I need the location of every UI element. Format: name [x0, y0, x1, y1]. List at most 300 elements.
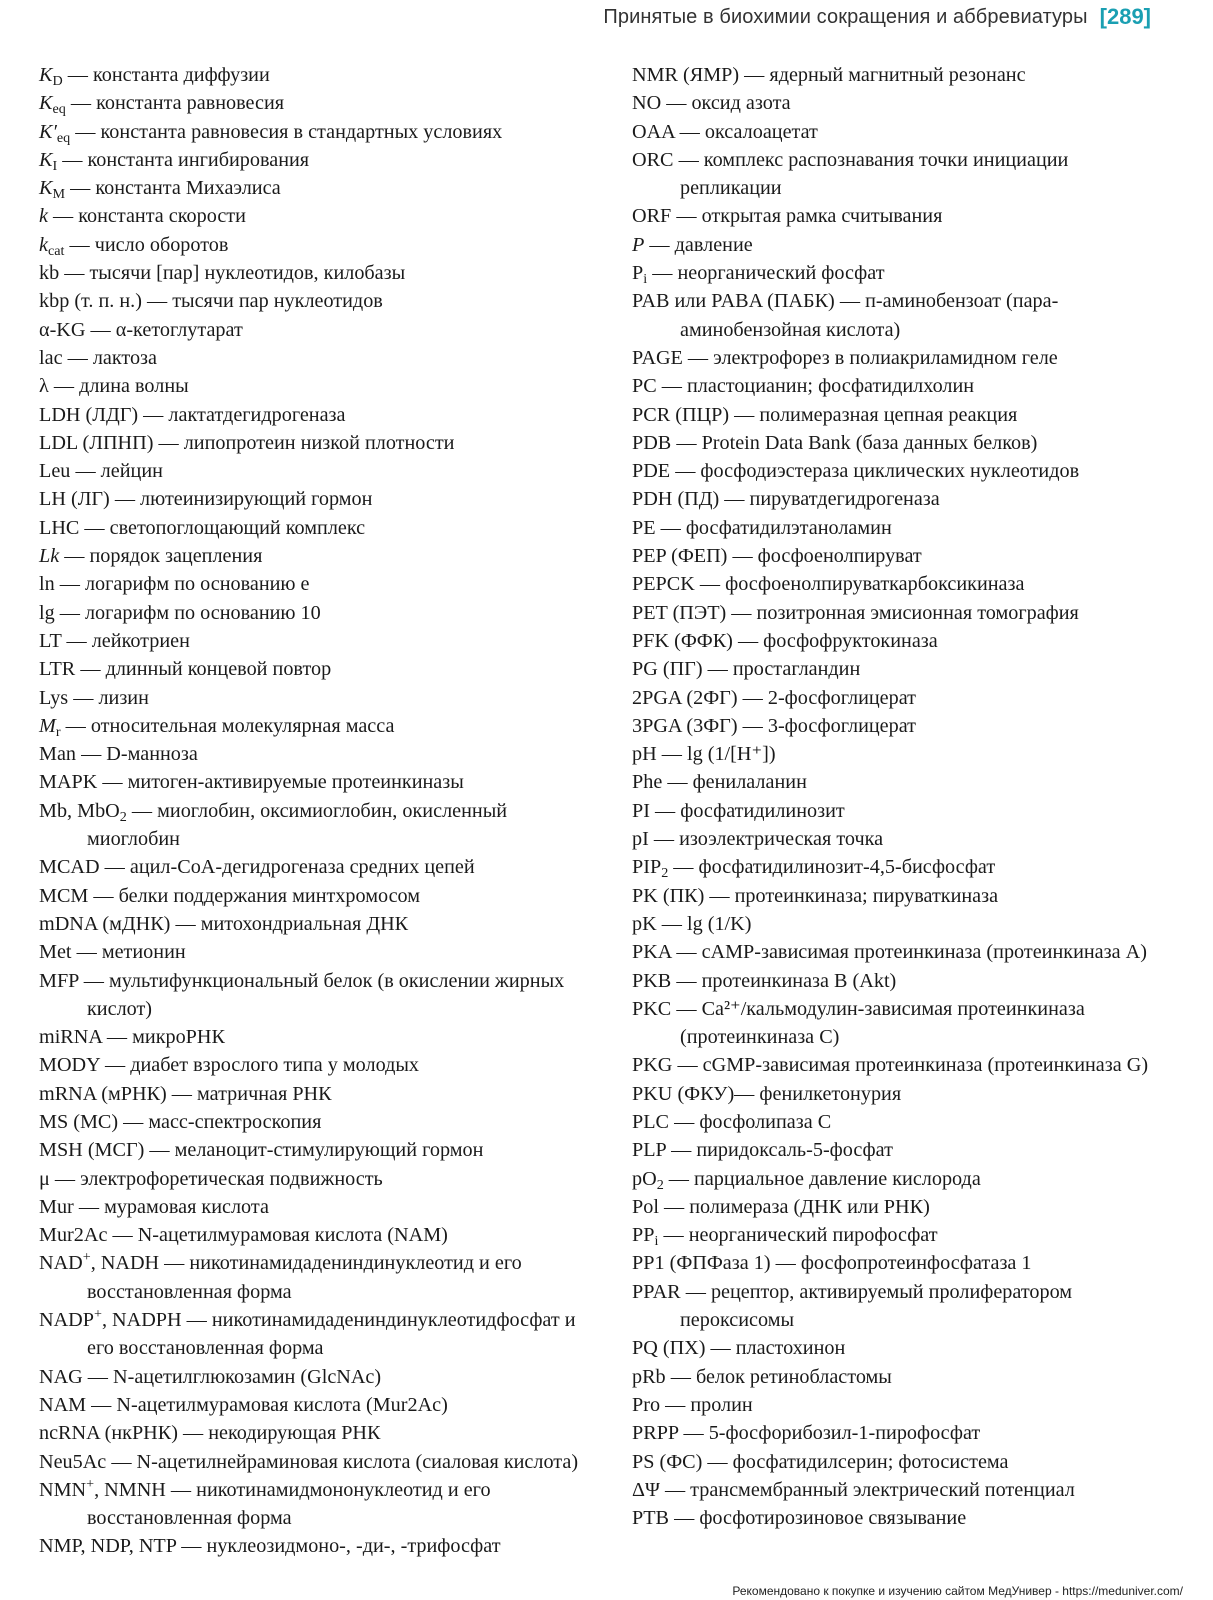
abbreviation-entry	[39, 457, 587, 485]
abbreviation-entry	[39, 627, 587, 655]
abbreviation-term: MFP	[39, 969, 79, 992]
abbreviation-definition: , NMNH — никотинамидмононуклеотид и его восстановленная форма	[87, 1478, 491, 1530]
abbreviation-term: μ	[39, 1167, 50, 1190]
abbreviation-term: 3PGA	[632, 714, 682, 737]
abbreviation-entry	[632, 655, 1172, 683]
abbreviation-definition: — N-ацетилмурамовая кислота (Mur2Ac)	[86, 1393, 448, 1416]
abbreviation-entry	[632, 740, 1172, 768]
abbreviation-term: PRPP	[632, 1422, 679, 1445]
abbreviation-entry	[39, 768, 587, 796]
abbreviation-term: Pro	[632, 1393, 661, 1416]
abbreviation-definition: — 5-фосфорибозил-1-пирофосфат	[678, 1422, 981, 1445]
abbreviation-entry	[632, 514, 1172, 542]
abbreviation-entry	[632, 1136, 1172, 1164]
abbreviation-entry	[39, 514, 587, 542]
abbreviation-entry	[632, 1448, 1172, 1476]
footer-note: Рекомендовано к покупке и изучению сайтом МедУнивер - https://meduniver.com/	[732, 1584, 1183, 1598]
abbreviation-definition: — D-манноза	[76, 743, 198, 766]
abbreviation-term: ORC	[632, 148, 674, 171]
abbreviation-entry	[632, 995, 1172, 1052]
abbreviation-term: lg	[39, 601, 55, 624]
abbreviation-term: K	[39, 64, 53, 86]
abbreviation-definition: — логарифм по основанию 10	[54, 601, 321, 624]
abbreviation-entry	[632, 372, 1172, 400]
abbreviation-term: PIP	[632, 856, 662, 879]
abbreviation-definition: (ФКУ)— фенилкетонурия	[672, 1082, 902, 1105]
abbreviation-term: NMN	[39, 1478, 87, 1501]
abbreviation-definition: — парциальное давление кислорода	[663, 1167, 981, 1190]
abbreviation-entry	[39, 1080, 587, 1108]
abbreviation-definition: — фосфатидилэтаноламин	[655, 516, 892, 539]
abbreviation-definition: — неорганический фосфат	[647, 262, 885, 285]
abbreviation-entry	[632, 89, 1172, 117]
abbreviation-term: PK	[632, 884, 658, 907]
abbreviation-definition: (ЛГ) — лютеинизирующий гормон	[65, 488, 373, 511]
abbreviation-entry	[39, 655, 587, 683]
abbreviation-definition: (ФС) — фосфатидилсерин; фотосистема	[654, 1450, 1009, 1473]
abbreviation-definition: — длина волны	[48, 375, 189, 398]
abbreviation-definition: — Ca²⁺/кальмодулин-зависимая протеинкиназа (протеинкиназа С)	[671, 997, 1085, 1049]
abbreviation-term: MCM	[39, 884, 89, 907]
abbreviation-term: PCR	[632, 403, 671, 426]
abbreviation-entry	[632, 1278, 1172, 1335]
abbreviations-right-column	[632, 61, 1172, 1532]
abbreviation-definition: — комплекс распознавания точки инициации репликации	[673, 148, 1069, 200]
abbreviation-entry	[39, 231, 587, 259]
abbreviation-definition: — изоэлектрическая точка	[648, 828, 884, 851]
abbreviation-definition: — логарифм по основанию e	[54, 573, 310, 596]
abbreviation-definition: — cGMP-зависимая протеинкиназа (протеинкиназа G)	[672, 1054, 1149, 1077]
abbreviation-entry	[39, 1136, 587, 1164]
abbreviation-entry	[39, 1419, 587, 1447]
abbreviation-entry	[632, 627, 1172, 655]
abbreviation-definition: — светопоглощающий комплекс	[79, 516, 366, 539]
abbreviation-definition: — трансмембранный электрический потенциал	[659, 1478, 1075, 1501]
abbreviation-definition: — белки поддержания минтхромосом	[88, 884, 421, 907]
abbreviation-definition: — cAMP-зависимая протеинкиназа (протеинкиназа А)	[671, 941, 1147, 964]
abbreviation-entry	[39, 740, 587, 768]
abbreviation-term: Lys	[39, 686, 69, 709]
abbreviation-definition: — лейкотриен	[61, 629, 190, 652]
abbreviation-entry	[632, 797, 1172, 825]
abbreviation-term: NMR	[632, 64, 678, 86]
abbreviation-definition: — протеинкиназа В (Akt)	[671, 969, 897, 992]
abbreviation-term: miRNA	[39, 1026, 102, 1049]
abbreviation-term: K′	[39, 120, 57, 143]
abbreviation-term: MAPK	[39, 771, 98, 794]
abbreviation-entry	[632, 401, 1172, 429]
abbreviation-definition: — микроРНК	[101, 1026, 225, 1049]
abbreviation-definition: — давление	[644, 233, 753, 256]
abbreviation-term: mRNA	[39, 1082, 97, 1105]
abbreviation-term: Man	[39, 743, 77, 766]
abbreviation-entry	[632, 457, 1172, 485]
abbreviation-term: Lk	[39, 545, 60, 568]
abbreviation-entry	[632, 1419, 1172, 1447]
abbreviation-definition: (ЯМР) — ядерный магнитный резонанс	[678, 64, 1026, 86]
abbreviation-entry	[632, 61, 1172, 89]
abbreviation-entry	[632, 202, 1172, 230]
abbreviation-entry	[632, 118, 1172, 146]
abbreviation-definition: — относительная молекулярная масса	[60, 714, 395, 737]
page-number: [289]	[1099, 4, 1151, 29]
term-subscript: i	[643, 271, 648, 288]
abbreviation-term: NAM	[39, 1393, 87, 1416]
abbreviation-term: Leu	[39, 460, 71, 483]
abbreviation-term: kb	[39, 262, 60, 285]
abbreviation-definition: — ацил-CoA-дегидрогеназа средних цепей	[99, 856, 475, 879]
abbreviation-entry	[632, 1108, 1172, 1136]
abbreviation-definition: (ПАБК) — п-аминобензоат (пара-аминобензойная кислота)	[680, 290, 1059, 341]
abbreviation-definition: — пиридоксаль-5-фосфат	[666, 1139, 893, 1162]
abbreviation-term: PKG	[632, 1054, 673, 1077]
abbreviation-term: pH	[632, 743, 657, 766]
abbreviation-entry	[39, 61, 587, 89]
term-subscript: r	[55, 724, 61, 741]
abbreviation-definition: — мультифункциональный белок (в окислении жирных кислот)	[78, 969, 565, 1020]
abbreviation-definition: — электрофоретическая подвижность	[49, 1167, 383, 1190]
abbreviation-entry	[632, 287, 1172, 344]
abbreviation-entry	[632, 1504, 1172, 1532]
abbreviation-definition: (МСГ) — меланоцит-стимулирующий гормон	[82, 1139, 484, 1162]
abbreviation-entry	[632, 429, 1172, 457]
abbreviation-definition: — константа скорости	[47, 205, 246, 228]
abbreviation-definition: — фосфодиэстераза циклических нуклеотидов	[670, 460, 1080, 483]
abbreviation-term: MCAD	[39, 856, 100, 879]
abbreviation-definition: — константа ингибирования	[57, 148, 310, 171]
abbreviation-term: PPAR	[632, 1280, 681, 1303]
abbreviation-entry	[39, 684, 587, 712]
abbreviation-entry	[632, 1363, 1172, 1391]
abbreviation-entry	[632, 967, 1172, 995]
abbreviation-term: PAB или PABA	[632, 290, 763, 313]
abbreviation-entry	[39, 372, 587, 400]
abbreviation-entry	[632, 768, 1172, 796]
abbreviation-term: ncRNA	[39, 1422, 100, 1445]
abbreviation-term: k	[39, 233, 48, 256]
abbreviation-term: P	[632, 233, 645, 256]
abbreviation-term: PLC	[632, 1110, 670, 1133]
abbreviation-definition: — число оборотов	[64, 233, 229, 256]
abbreviation-entry	[632, 1080, 1172, 1108]
abbreviation-term: MODY	[39, 1054, 100, 1077]
abbreviation-term: Neu5Ac	[39, 1450, 107, 1473]
abbreviation-term: Mb, MbO	[39, 799, 120, 822]
abbreviation-term: pRb	[632, 1365, 666, 1388]
abbreviation-term: LHC	[39, 516, 80, 539]
abbreviation-definition: (2ФГ) — 2-фосфоглицерат	[681, 686, 916, 709]
abbreviation-term: LT	[39, 629, 62, 652]
abbreviation-definition: — фосфатидилинозит-4,5-бисфосфат	[668, 856, 996, 879]
abbreviation-definition: — константа диффузии	[62, 64, 270, 86]
abbreviation-entry	[39, 1051, 587, 1079]
abbreviation-definition: — рецептор, активируемый пролифератором пероксисомы	[680, 1280, 1073, 1332]
abbreviation-term: PKU	[632, 1082, 673, 1105]
abbreviation-definition: — неорганический пирофосфат	[658, 1224, 938, 1247]
abbreviation-term: lac	[39, 346, 63, 369]
abbreviation-definition: — константа Михаэлиса	[65, 177, 281, 200]
abbreviation-entry	[39, 485, 587, 513]
abbreviation-entry	[632, 146, 1172, 203]
abbreviation-definition: — константа равновесия в стандартных условиях	[70, 120, 503, 143]
abbreviation-definition: — лизин	[68, 686, 149, 709]
abbreviation-definition: — N-ацетилнейраминовая кислота (сиаловая кислота)	[106, 1450, 579, 1473]
term-superscript: +	[93, 1306, 102, 1323]
abbreviation-entry	[39, 570, 587, 598]
abbreviation-entry	[39, 1391, 587, 1419]
abbreviation-term: Phe	[632, 771, 663, 794]
term-subscript: eq	[56, 129, 71, 146]
abbreviation-entry	[39, 542, 587, 570]
abbreviation-term: PKC	[632, 997, 672, 1020]
abbreviation-definition: — лейцин	[70, 460, 163, 483]
abbreviation-definition: — диабет взрослого типа у молодых	[99, 1054, 420, 1077]
abbreviation-entry	[632, 1051, 1172, 1079]
abbreviation-term: PEP	[632, 545, 667, 568]
abbreviations-left-column	[39, 61, 587, 1561]
abbreviation-entry	[39, 401, 587, 429]
abbreviation-entry	[632, 1249, 1172, 1277]
abbreviation-term: PET	[632, 601, 668, 624]
abbreviation-term: PS	[632, 1450, 655, 1473]
abbreviation-entry	[632, 259, 1172, 287]
abbreviation-entry	[632, 1334, 1172, 1362]
abbreviation-entry	[39, 118, 587, 146]
abbreviation-definition: — тысячи [пар] нуклеотидов, килобазы	[59, 262, 406, 285]
abbreviation-term: pK	[632, 912, 657, 935]
abbreviation-definition: — фосфоенолпируваткарбоксикиназа	[694, 573, 1025, 596]
abbreviation-definition: , NADH — никотинамидадениндинуклеотид и его восстановленная форма	[87, 1252, 522, 1303]
abbreviation-definition: — миоглобин, оксимиоглобин, окисленный миоглобин	[87, 799, 508, 851]
abbreviation-term: K	[39, 148, 53, 171]
abbreviation-entry	[632, 231, 1172, 259]
abbreviation-term: k	[39, 205, 48, 228]
abbreviation-term: M	[39, 714, 56, 737]
abbreviation-entry	[39, 1023, 587, 1051]
abbreviation-definition: — митоген-активируемые протеинкиназы	[97, 771, 464, 794]
term-subscript: i	[654, 1233, 659, 1250]
abbreviation-term: λ	[39, 375, 49, 398]
abbreviation-definition: — оксалоацетат	[674, 120, 818, 143]
abbreviation-entry	[39, 910, 587, 938]
abbreviation-definition: (ПЦР) — полимеразная цепная реакция	[670, 403, 1018, 426]
abbreviation-entry	[39, 259, 587, 287]
abbreviation-term: PI	[632, 799, 650, 822]
abbreviation-definition: (мДНК) — митохондриальная ДНК	[97, 912, 409, 935]
abbreviation-definition: (т. п. н.) — тысячи пар нуклеотидов	[69, 290, 383, 313]
abbreviation-term: PE	[632, 516, 656, 539]
abbreviation-definition: — фосфотирозиновое связывание	[669, 1507, 967, 1530]
abbreviation-entry	[632, 938, 1172, 966]
abbreviation-definition: (мРНК) — матричная РНК	[96, 1082, 332, 1105]
abbreviation-term: PC	[632, 375, 657, 398]
abbreviation-definition: — lg (1/K)	[656, 912, 752, 935]
abbreviation-entry	[39, 89, 587, 117]
abbreviation-term: PKA	[632, 941, 672, 964]
abbreviation-term: PTB	[632, 1507, 670, 1530]
abbreviation-term: K	[39, 92, 53, 115]
abbreviation-entry	[39, 1165, 587, 1193]
abbreviation-term: K	[39, 177, 53, 200]
header-title: Принятые в биохимии сокращения и аббревиатуры	[603, 5, 1088, 28]
term-subscript: eq	[52, 101, 66, 118]
abbreviation-definition: — мурамовая кислота	[73, 1195, 269, 1218]
abbreviation-term: LDH	[39, 403, 81, 426]
abbreviation-entry	[632, 1476, 1172, 1504]
abbreviation-definition: (ФПФаза 1) — фосфопротеинфосфатаза 1	[664, 1252, 1032, 1275]
abbreviation-entry	[39, 1193, 587, 1221]
abbreviation-term: mDNA	[39, 912, 98, 935]
abbreviation-term: LH	[39, 488, 66, 511]
abbreviation-definition: (3ФГ) — 3-фосфоглицерат	[681, 714, 916, 737]
term-subscript: 2	[119, 808, 127, 825]
abbreviation-definition: — белок ретинобластомы	[665, 1365, 892, 1388]
term-subscript: cat	[47, 243, 65, 260]
abbreviation-entry	[39, 1363, 587, 1391]
abbreviation-entry	[39, 287, 587, 315]
abbreviation-term: NADP	[39, 1309, 94, 1332]
abbreviation-entry	[39, 316, 587, 344]
abbreviation-entry	[632, 825, 1172, 853]
term-subscript: I	[52, 158, 58, 175]
abbreviation-definition: (ФЕП) — фосфоенолпируват	[666, 545, 922, 568]
abbreviation-term: LDL	[39, 431, 78, 454]
abbreviation-entry	[39, 146, 587, 174]
abbreviation-entry	[39, 938, 587, 966]
abbreviation-definition: — константа равновесия	[65, 92, 285, 115]
abbreviation-term: pI	[632, 828, 649, 851]
abbreviation-entry	[632, 542, 1172, 570]
abbreviation-term: NO	[632, 92, 662, 115]
abbreviation-definition: — N-ацетилмурамовая кислота (NAM)	[107, 1224, 448, 1247]
abbreviation-term: PKB	[632, 969, 672, 992]
abbreviation-definition: — фосфолипаза С	[669, 1110, 832, 1133]
abbreviation-term: MS	[39, 1110, 69, 1133]
abbreviation-definition: (ФФК) — фосфофруктокиназа	[669, 629, 938, 652]
abbreviation-entry	[632, 910, 1172, 938]
abbreviation-entry	[632, 344, 1172, 372]
abbreviation-definition: — оксид азота	[661, 92, 791, 115]
abbreviation-term: PLP	[632, 1139, 667, 1162]
abbreviation-entry	[632, 1165, 1172, 1193]
abbreviation-term: NMP, NDP, NTP	[39, 1535, 177, 1558]
abbreviation-term: OAA	[632, 120, 675, 143]
abbreviation-term: P	[632, 262, 644, 285]
abbreviation-term: PFK	[632, 629, 670, 652]
abbreviation-definition: (ПК) — протеинкиназа; пируваткиназа	[657, 884, 999, 907]
abbreviation-term: Mur	[39, 1195, 74, 1218]
abbreviation-definition: — полимераза (ДНК или РНК)	[658, 1195, 930, 1218]
abbreviation-term: PDE	[632, 460, 671, 483]
abbreviation-definition: (МС) — масс-спектроскопия	[68, 1110, 322, 1133]
abbreviation-entry	[39, 174, 587, 202]
abbreviation-entry	[632, 570, 1172, 598]
abbreviation-definition: (ПХ) — пластохинон	[657, 1337, 846, 1360]
abbreviation-definition: (ПЭТ) — позитронная эмисионная томография	[667, 601, 1079, 624]
abbreviation-definition: — электрофорез в полиакриламидном геле	[682, 346, 1058, 369]
abbreviation-entry	[632, 853, 1172, 881]
abbreviation-entry	[39, 1221, 587, 1249]
term-subscript: D	[52, 73, 63, 90]
abbreviation-term: ΔΨ	[632, 1478, 660, 1501]
abbreviation-entry	[39, 797, 587, 854]
abbreviation-entry	[632, 1221, 1172, 1249]
abbreviation-definition: — пролин	[660, 1393, 753, 1416]
abbreviation-definition: (ЛПНП) — липопротеин низкой плотности	[77, 431, 455, 454]
abbreviation-definition: — пластоцианин; фосфатидилхолин	[656, 375, 975, 398]
abbreviation-entry	[39, 1476, 587, 1533]
abbreviation-term: PAGE	[632, 346, 683, 369]
abbreviation-entry	[39, 853, 587, 881]
abbreviation-term: Pol	[632, 1195, 659, 1218]
abbreviation-term: PG	[632, 658, 658, 681]
abbreviation-entry	[632, 599, 1172, 627]
abbreviation-definition: — порядок зацепления	[59, 545, 263, 568]
abbreviation-definition: — метионин	[71, 941, 186, 964]
term-subscript: 2	[661, 865, 669, 882]
abbreviation-entry	[39, 1249, 587, 1306]
abbreviation-definition: — нуклеозидмоно-, -ди-, -трифосфат	[176, 1535, 501, 1558]
abbreviation-entry	[39, 599, 587, 627]
abbreviation-term: NAG	[39, 1365, 83, 1388]
abbreviation-definition: — фенилаланин	[662, 771, 807, 794]
term-subscript: 2	[656, 1176, 664, 1193]
abbreviation-entry	[632, 1193, 1172, 1221]
abbreviation-term: ORF	[632, 205, 672, 228]
abbreviation-term: Mur2Ac	[39, 1224, 108, 1247]
abbreviation-term: LTR	[39, 658, 76, 681]
abbreviation-term: 2PGA	[632, 686, 682, 709]
abbreviation-definition: (нкРНК) — некодирующая РНК	[99, 1422, 381, 1445]
abbreviation-term: PP	[632, 1224, 655, 1247]
abbreviation-entry	[39, 1448, 587, 1476]
abbreviation-definition: — лактоза	[62, 346, 157, 369]
abbreviation-definition: — длинный концевой повтор	[75, 658, 332, 681]
abbreviation-entry	[632, 1391, 1172, 1419]
abbreviation-entry	[39, 429, 587, 457]
abbreviation-definition: — α-кетоглутарат	[85, 318, 243, 341]
abbreviation-entry	[39, 1306, 587, 1363]
abbreviation-term: pO	[632, 1167, 657, 1190]
abbreviation-definition: — фосфатидилинозит	[649, 799, 845, 822]
abbreviation-definition: (ПД) — пируватдегидрогеназа	[672, 488, 940, 511]
abbreviation-entry	[39, 1532, 587, 1560]
abbreviation-definition: (ЛДГ) — лактатдегидрогеназа	[80, 403, 346, 426]
term-superscript: +	[86, 1476, 95, 1493]
term-subscript: M	[52, 186, 66, 203]
running-header	[603, 4, 1151, 30]
abbreviation-entry	[39, 202, 587, 230]
abbreviation-term: α-KG	[39, 318, 86, 341]
abbreviation-term: ln	[39, 573, 55, 596]
abbreviation-definition: (ПГ) — простагландин	[657, 658, 861, 681]
abbreviation-term: PQ	[632, 1337, 658, 1360]
abbreviation-term: PEPCK	[632, 573, 695, 596]
abbreviation-entry	[39, 344, 587, 372]
abbreviation-definition: , NADPH — никотинамидадениндинуклеотидфосфат и его восстановленная форма	[87, 1309, 576, 1360]
abbreviation-entry	[39, 967, 587, 1024]
abbreviation-term: PDH	[632, 488, 673, 511]
abbreviation-term: kbp	[39, 290, 70, 313]
term-superscript: +	[82, 1249, 91, 1266]
abbreviation-definition: — N-ацетилглюкозамин (GlcNAc)	[82, 1365, 382, 1388]
abbreviation-entry	[39, 1108, 587, 1136]
abbreviation-definition: — Protein Data Bank (база данных белков)	[671, 431, 1038, 454]
abbreviation-entry	[632, 882, 1172, 910]
abbreviation-term: Met	[39, 941, 72, 964]
abbreviation-term: MSH	[39, 1139, 83, 1162]
abbreviation-term: PP1	[632, 1252, 665, 1275]
